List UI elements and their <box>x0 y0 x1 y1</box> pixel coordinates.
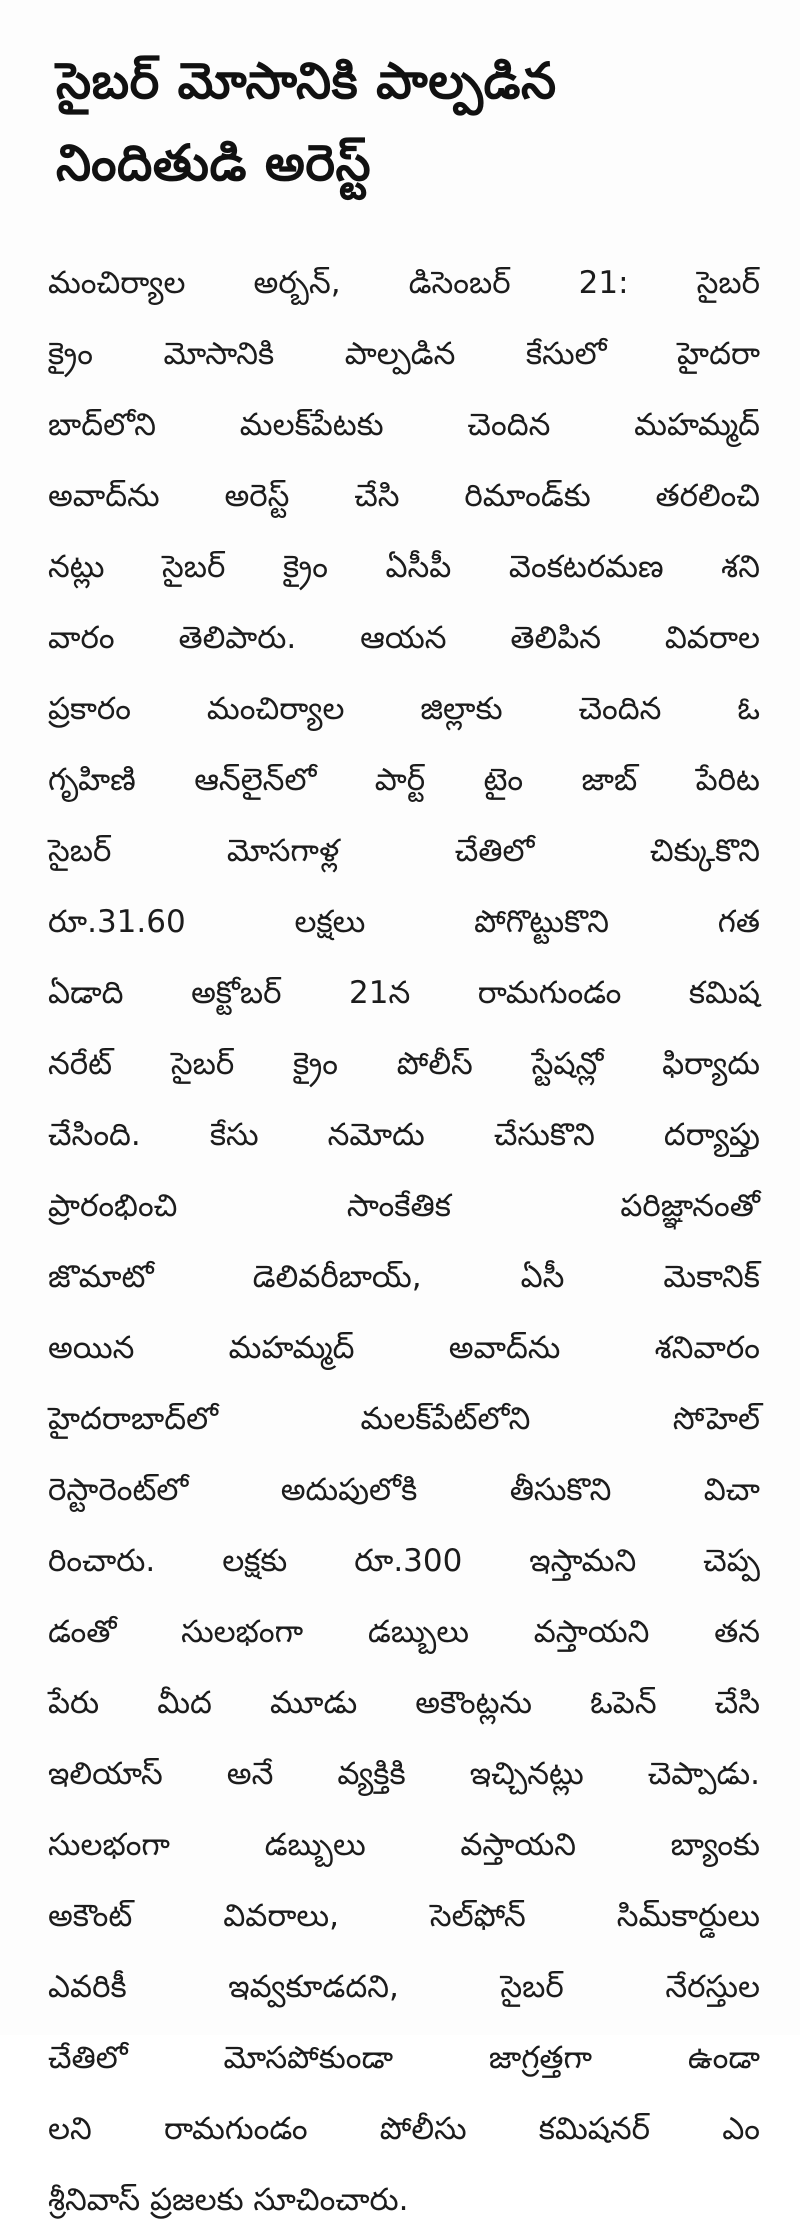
article-body-line: సైబర్ మోసగాళ్ల చేతిలో చిక్కుకొని <box>48 833 760 869</box>
article-body-line: అవాద్‌ను అరెస్ట్ చేసి రిమాండ్‌కు తరలించి <box>48 478 760 514</box>
headline-line: సైబర్ మోసానికి పాల్పడిన <box>56 52 557 110</box>
article-body-line: చేసింది. కేసు నమోదు చేసుకొని దర్యాప్తు <box>48 1117 760 1153</box>
article-body-line: ప్రారంభించి సాంకేతిక పరిజ్ఞానంతో <box>48 1188 760 1224</box>
article-body-line: ఏడాది అక్టోబర్ 21న రామగుండం కమిష <box>48 975 760 1011</box>
article-body-line: ప్రకారం మంచిర్యాల జిల్లాకు చెందిన ఓ <box>48 691 760 727</box>
article-body-line: అయిన మహమ్మద్ అవాద్‌ను శనివారం <box>48 1330 760 1366</box>
article-body-line: బాద్‌లోని మలక్‌పేటకు చెందిన మహమ్మద్ <box>48 407 760 443</box>
article-headline <box>56 40 756 204</box>
headline-line: నిందితుడి అరెస్ట్ <box>56 134 372 192</box>
article-body-line: రూ.31.60 లక్షలు పోగొట్టుకొని గత <box>48 904 760 940</box>
article-body <box>48 248 760 2236</box>
article-body-line: నరేట్ సైబర్ క్రైం పోలీస్ స్టేషన్లో ఫిర్యాదు <box>48 1046 760 1082</box>
article-body-line: ఎవరికీ ఇవ్వకూడదని, సైబర్ నేరస్తుల <box>48 1969 760 2005</box>
article-body-line: చేతిలో మోసపోకుండా జాగ్రత్తగా ఉండా <box>48 2040 760 2076</box>
article-body-line: ఇలియాస్ అనే వ్యక్తికి ఇచ్చినట్లు చెప్పాడు. <box>48 1756 760 1792</box>
article-body-line: జొమాటో డెలివరీబాయ్, ఏసీ మెకానిక్ <box>48 1259 760 1295</box>
article-body-line: అకౌంట్ వివరాలు, సెల్‌ఫోన్ సిమ్‌కార్డులు <box>48 1898 760 1934</box>
article-body-line: రించారు. లక్షకు రూ.300 ఇస్తామని చెప్ప <box>48 1543 760 1579</box>
article-body-line: వారం తెలిపారు. ఆయన తెలిపిన వివరాల <box>48 620 760 656</box>
article-body-line: లని రామగుండం పోలీసు కమిషనర్ ఎం <box>48 2111 760 2147</box>
article-body-line: పేరు మీద మూడు అకౌంట్లను ఓపెన్ చేసి <box>48 1685 760 1721</box>
article-body-line: సులభంగా డబ్బులు వస్తాయని బ్యాంకు <box>48 1827 760 1863</box>
article-body-line: గృహిణి ఆన్‌లైన్‌లో పార్ట్ టైం జాబ్ పేరిట <box>48 762 760 798</box>
article-body-line: మంచిర్యాల అర్బన్, డిసెంబర్ 21: సైబర్ <box>48 265 760 301</box>
article-body-line: రెస్టారెంట్‌లో అదుపులోకి తీసుకొని విచా <box>48 1472 760 1508</box>
article-body-line: డంతో సులభంగా డబ్బులు వస్తాయని తన <box>48 1614 760 1650</box>
article-body-line: క్రైం మోసానికి పాల్పడిన కేసులో హైదరా <box>48 336 760 372</box>
article-body-line: హైదరాబాద్‌లో మలక్‌పేట్‌లోని సోహెల్ <box>48 1401 760 1437</box>
article-body-line: నట్లు సైబర్ క్రైం ఏసీపీ వెంకటరమణ శని <box>48 549 760 585</box>
article-body-line: శ్రీనివాస్ ప్రజలకు సూచించారు. <box>48 2182 409 2218</box>
